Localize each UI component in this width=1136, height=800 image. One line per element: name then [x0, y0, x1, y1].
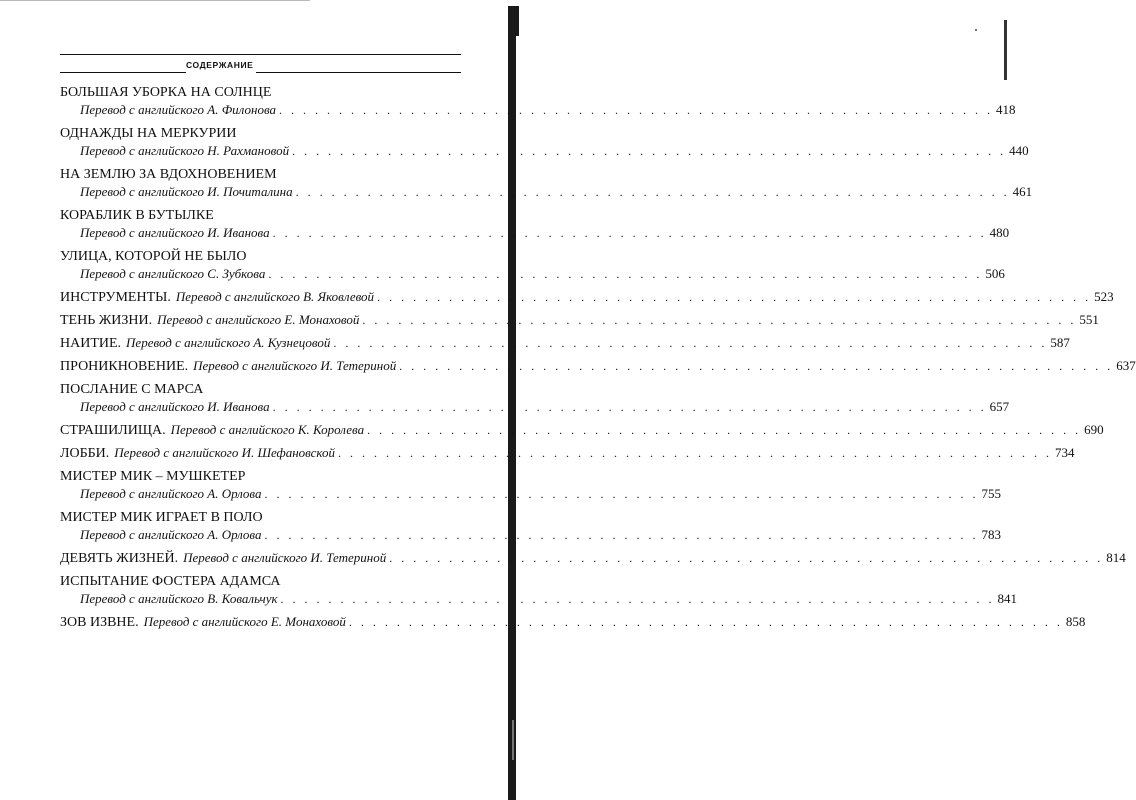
- toc-dot-leader: . . . . . . . . . . . . . . . . . . . . . . . . . . . . . . . . . . . . . . . . . . . . . . . . . . . . . . . . . . . .: [337, 446, 1052, 460]
- toc-entry: [60, 206, 1010, 242]
- toc-page-number: 783: [981, 527, 1001, 542]
- toc-entry-title-line: [60, 380, 461, 398]
- toc-entry: [60, 247, 1005, 283]
- toc-entry-title-line: [60, 247, 461, 265]
- toc-entry-row: [60, 590, 1018, 608]
- toc-entry-title: СТРАШИЛИЩА.: [60, 423, 166, 438]
- toc-entry: [60, 288, 1114, 306]
- toc-entry-row: [60, 485, 1001, 503]
- toc-page-number: 523: [1094, 289, 1114, 304]
- toc-page-number: 841: [997, 591, 1018, 606]
- toc-dot-leader: . . . . . . . . . . . . . . . . . . . . . . . . . . . . . . . . . . . . . . . . . . . . . . . . . . . . . . . . . . . .: [362, 313, 1077, 327]
- toc-entry-title: ИСПЫТАНИЕ ФОСТЕРА АДАМСА: [60, 574, 281, 589]
- toc-entry-title: КОРАБЛИК В БУТЫЛКЕ: [60, 208, 214, 223]
- toc-entry-title: МИСТЕР МИК ИГРАЕТ В ПОЛО: [60, 510, 263, 525]
- toc-entry-translator: Перевод с английского А. Филонова: [80, 102, 276, 117]
- toc-entry-row: [60, 265, 1005, 283]
- toc-entry-translator: Перевод с английского В. Ковальчук: [80, 591, 278, 606]
- toc-page-number: 734: [1054, 445, 1075, 460]
- toc-entry: [60, 613, 1086, 631]
- toc-dot-leader: . . . . . . . . . . . . . . . . . . . . . . . . . . . . . . . . . . . . . . . . . . . . . . . . . . . . . . . . . . . .: [292, 144, 1007, 158]
- toc-page-number: 551: [1079, 312, 1099, 327]
- toc-page-number: 814: [1106, 550, 1126, 565]
- scan-speck: [975, 29, 977, 31]
- toc-entry-title-line: [60, 165, 461, 183]
- toc-entry-title: ПРОНИКНОВЕНИЕ.: [60, 359, 189, 374]
- toc-entry-row: [60, 101, 1016, 119]
- toc-entry-row: [60, 444, 1075, 462]
- toc-page-number: 480: [989, 225, 1010, 240]
- page-title: СОДЕРЖАНИЕ: [186, 60, 254, 70]
- toc-entry-title: ДЕВЯТЬ ЖИЗНЕЙ.: [60, 551, 179, 566]
- toc-entry-title: НА ЗЕМЛЮ ЗА ВДОХНОВЕНИЕМ: [60, 167, 277, 182]
- toc-entry-translator: Перевод с английского Е. Монаховой: [143, 614, 346, 629]
- toc-entry: [60, 421, 1104, 439]
- toc-entry-title-line: [60, 572, 461, 590]
- toc-entry-translator: Перевод с английского И. Тетериной: [183, 550, 387, 565]
- toc-entry-title: ЗОВ ИЗВНЕ.: [60, 615, 139, 630]
- toc-page-number: 755: [981, 486, 1001, 501]
- toc-entry-title: ЛОББИ.: [60, 446, 110, 461]
- book-spine-notch: [516, 6, 519, 36]
- toc-entry: [60, 467, 1001, 503]
- toc-dot-leader: . . . . . . . . . . . . . . . . . . . . . . . . . . . . . . . . . . . . . . . . . . . . . . . . . . . . . . . . . . . .: [367, 423, 1082, 437]
- toc-dot-leader: . . . . . . . . . . . . . . . . . . . . . . . . . . . . . . . . . . . . . . . . . . . . . . . . . . . . . . . . . . . .: [399, 359, 1114, 373]
- toc-entry-row: [60, 334, 1070, 352]
- contents-page: [60, 54, 1136, 636]
- toc-dot-leader: . . . . . . . . . . . . . . . . . . . . . . . . . . . . . . . . . . . . . . . . . . . . . . . . . . . . . . . . . . . .: [279, 103, 993, 117]
- toc-entry-title: МИСТЕР МИК – МУШКЕТЕР: [60, 469, 246, 484]
- toc-entry-title-line: [60, 508, 461, 526]
- toc-entry-row: [60, 224, 1010, 242]
- toc-entry-title-line: [60, 124, 461, 142]
- toc-entry-row: [60, 142, 1029, 160]
- toc-entry-title: ТЕНЬ ЖИЗНИ.: [60, 313, 153, 328]
- toc-page-number: 657: [989, 399, 1010, 414]
- header-rule-right: [256, 72, 461, 73]
- toc-entry-title: ИНСТРУМЕНТЫ.: [60, 290, 171, 305]
- toc-entry-translator: Перевод с английского А. Орлова: [80, 486, 262, 501]
- toc-entry-title-line: [60, 83, 461, 101]
- toc-entry: [60, 572, 1018, 608]
- toc-dot-leader: . . . . . . . . . . . . . . . . . . . . . . . . . . . . . . . . . . . . . . . . . . . . . . . . . . . . . . . . . . . .: [272, 226, 987, 240]
- toc-entry-title: УЛИЦА, КОТОРОЙ НЕ БЫЛО: [60, 249, 247, 264]
- toc-entry: [60, 444, 1075, 462]
- toc-entry-row: [60, 526, 1001, 544]
- toc-entry-row: [60, 398, 1010, 416]
- toc-page-number: 418: [996, 102, 1016, 117]
- toc-page-number: 858: [1065, 614, 1086, 629]
- toc-entry-translator: Перевод с английского Е. Монаховой: [157, 312, 360, 327]
- toc-page-number: 461: [1012, 184, 1033, 199]
- toc-entry: [60, 357, 1136, 375]
- toc-entry-translator: Перевод с английского А. Кузнецовой: [126, 335, 331, 350]
- toc-entry-title: БОЛЬШАЯ УБОРКА НА СОЛНЦЕ: [60, 85, 272, 100]
- toc-page-number: 440: [1009, 143, 1029, 158]
- toc-entry: [60, 334, 1070, 352]
- toc-entry-translator: Перевод с английского В. Яковлевой: [175, 289, 375, 304]
- toc-entry-title: ОДНАЖДЫ НА МЕРКУРИИ: [60, 126, 237, 141]
- toc-dot-leader: . . . . . . . . . . . . . . . . . . . . . . . . . . . . . . . . . . . . . . . . . . . . . . . . . . . . . . . . . . . .: [272, 400, 987, 414]
- toc-entry-row: [60, 357, 1136, 375]
- toc-entry-translator: Перевод с английского И. Почиталина: [80, 184, 293, 199]
- toc-dot-leader: . . . . . . . . . . . . . . . . . . . . . . . . . . . . . . . . . . . . . . . . . . . . . . . . . . . . . . . . . . . .: [333, 336, 1048, 350]
- toc-entry-row: [60, 183, 1033, 201]
- toc-entry-title: НАИТИЕ.: [60, 336, 122, 351]
- toc-entry-row: [60, 311, 1099, 329]
- toc-dot-leader: . . . . . . . . . . . . . . . . . . . . . . . . . . . . . . . . . . . . . . . . . . . . . . . . . . . . . . . . . . . .: [280, 592, 995, 606]
- toc-entry: [60, 124, 1029, 160]
- toc-entry-translator: Перевод с английского И. Иванова: [80, 399, 270, 414]
- toc-entry-translator: Перевод с английского И. Иванова: [80, 225, 270, 240]
- header-rule-left: [60, 72, 186, 73]
- toc-dot-leader: . . . . . . . . . . . . . . . . . . . . . . . . . . . . . . . . . . . . . . . . . . . . . . . . . . . . . . . . . . . .: [264, 487, 979, 501]
- toc-entry-translator: Перевод с английского К. Королева: [170, 422, 365, 437]
- book-spine-mark: [512, 720, 514, 760]
- page-edge-mark: [1004, 20, 1007, 80]
- toc-entry-translator: Перевод с английского Н. Рахмановой: [80, 143, 290, 158]
- toc-page-number: 587: [1050, 335, 1070, 350]
- toc-entry: [60, 380, 1010, 416]
- toc-entry-row: [60, 421, 1104, 439]
- toc-entry-translator: Перевод с английского И. Тетериной: [193, 358, 397, 373]
- toc-dot-leader: . . . . . . . . . . . . . . . . . . . . . . . . . . . . . . . . . . . . . . . . . . . . . . . . . . . . . . . . . . . .: [389, 551, 1104, 565]
- toc-entry-title-line: [60, 206, 461, 224]
- toc-entry-title: ПОСЛАНИЕ С МАРСА: [60, 382, 204, 397]
- toc-entry-title-line: [60, 467, 461, 485]
- toc-entry-translator: Перевод с английского И. Шефановской: [114, 445, 335, 460]
- toc-dot-leader: . . . . . . . . . . . . . . . . . . . . . . . . . . . . . . . . . . . . . . . . . . . . . . . . . . . . . . . . . . . .: [295, 185, 1010, 199]
- table-of-contents: [60, 83, 1136, 631]
- toc-entry: [60, 165, 1033, 201]
- toc-dot-leader: . . . . . . . . . . . . . . . . . . . . . . . . . . . . . . . . . . . . . . . . . . . . . . . . . . . . . . . . . . . .: [268, 267, 983, 281]
- toc-entry-translator: Перевод с английского А. Орлова: [80, 527, 262, 542]
- toc-dot-leader: . . . . . . . . . . . . . . . . . . . . . . . . . . . . . . . . . . . . . . . . . . . . . . . . . . . . . . . . . . . .: [348, 615, 1063, 629]
- scan-top-edge: [0, 0, 310, 1]
- toc-entry-row: [60, 549, 1126, 567]
- toc-page-number: 506: [985, 266, 1005, 281]
- toc-page-number: 690: [1084, 422, 1104, 437]
- toc-dot-leader: . . . . . . . . . . . . . . . . . . . . . . . . . . . . . . . . . . . . . . . . . . . . . . . . . . . . . . . . . . . .: [377, 290, 1092, 304]
- toc-page-number: 637: [1116, 358, 1136, 373]
- toc-entry: [60, 508, 1001, 544]
- toc-entry: [60, 311, 1099, 329]
- toc-dot-leader: . . . . . . . . . . . . . . . . . . . . . . . . . . . . . . . . . . . . . . . . . . . . . . . . . . . . . . . . . . . .: [264, 528, 979, 542]
- toc-entry: [60, 83, 1016, 119]
- toc-entry-row: [60, 613, 1086, 631]
- toc-entry: [60, 549, 1126, 567]
- page-header: [60, 54, 461, 73]
- toc-entry-translator: Перевод с английского С. Зубкова: [80, 266, 266, 281]
- toc-entry-row: [60, 288, 1114, 306]
